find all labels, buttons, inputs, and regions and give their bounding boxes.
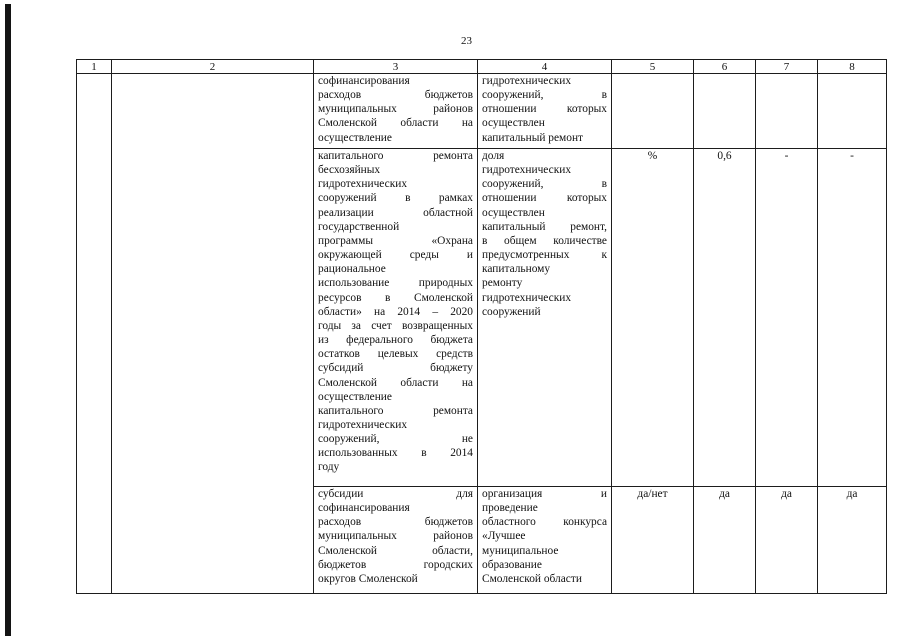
col5-cell: %	[612, 149, 694, 487]
cell-text-line: Смоленской области на	[318, 117, 473, 130]
cell-text-line: округов Смоленской	[318, 572, 418, 585]
cell-text-line: в общем количестве	[482, 234, 607, 247]
cell-text-line: использование природных	[318, 277, 473, 290]
col8-cell: да	[818, 487, 887, 594]
header-cell: 3	[314, 60, 478, 74]
cell-text-line: образование	[482, 558, 542, 571]
header-cell: 8	[818, 60, 887, 74]
cell-text-line: расходов бюджетов	[318, 516, 473, 529]
col5-cell: да/нет	[612, 487, 694, 594]
cell-text-line: сооружений, в	[482, 178, 607, 191]
col3-cell	[314, 487, 478, 594]
cell-text-line: софинансирования	[318, 75, 410, 87]
cell-text-line: государственной	[318, 220, 400, 233]
cell-text-line: реализации областной	[318, 206, 473, 219]
cell-text-line: осуществление	[318, 131, 392, 144]
col6-cell: 0,6	[694, 149, 756, 487]
cell-text-line: софинансирования	[318, 502, 410, 515]
cell-text-line: сооружений	[482, 305, 541, 318]
cell-text-line: сооружений, не	[318, 433, 473, 446]
cell-text-line: Смоленской области	[482, 572, 582, 585]
data-table	[76, 59, 887, 594]
cell-text-line: расходов бюджетов	[318, 89, 473, 102]
cell-text-line: «Лучшее	[482, 530, 526, 543]
header-cell: 6	[694, 60, 756, 74]
col3-cell	[314, 149, 478, 487]
col2-cell	[112, 74, 314, 594]
cell-text-line: году	[318, 461, 340, 474]
col8-cell	[818, 74, 887, 149]
cell-text-line: осуществлен	[482, 206, 545, 219]
cell-text-line: гидротехнических	[482, 164, 572, 177]
cell-text-line: капитальному	[482, 263, 551, 276]
col7-cell	[756, 74, 818, 149]
cell-text-line: областного конкурса	[482, 516, 607, 529]
col4-cell	[478, 487, 612, 594]
cell-text-line: гидротехнических	[318, 418, 408, 431]
header-cell: 5	[612, 60, 694, 74]
col7-cell: -	[756, 149, 818, 487]
cell-text-line: осуществление	[318, 390, 392, 403]
cell-text-line: сооружений в рамках	[318, 192, 473, 205]
cell-text-line: капитального ремонта	[318, 150, 473, 162]
cell-text-line: гидротехнических	[482, 291, 572, 304]
cell-text-line: доля	[482, 150, 505, 162]
cell-text-line: рациональное	[318, 263, 386, 276]
header-cell: 4	[478, 60, 612, 74]
scan-edge-bar	[5, 4, 11, 636]
cell-text-line: муниципальных районов	[318, 530, 473, 543]
col8-cell: -	[818, 149, 887, 487]
cell-text-line: субсидий бюджету	[318, 362, 473, 375]
header-cell: 2	[112, 60, 314, 74]
cell-text-line: гидротехнических	[482, 75, 572, 87]
cell-text-line: организация и	[482, 488, 607, 500]
cell-text-line: ремонту	[482, 277, 523, 290]
cell-text-line: муниципальное	[482, 544, 559, 557]
page-number: 23	[461, 35, 472, 47]
cell-text-line: области» на 2014 – 2020	[318, 305, 473, 318]
header-cell: 7	[756, 60, 818, 74]
col3-cell	[314, 74, 478, 149]
col6-cell: да	[694, 487, 756, 594]
col4-cell	[478, 74, 612, 149]
cell-text-line: использованных в 2014	[318, 447, 473, 460]
cell-text-line: отношении которых	[482, 192, 607, 205]
cell-text-line: бесхозяйных	[318, 164, 381, 177]
cell-text-line: годы за счет возвращенных	[318, 319, 473, 332]
cell-text-line: осуществлен	[482, 117, 545, 130]
col5-cell	[612, 74, 694, 149]
cell-text-line: из федерального бюджета	[318, 334, 473, 347]
cell-text-line: сооружений, в	[482, 89, 607, 102]
cell-text-line: гидротехнических	[318, 178, 408, 191]
cell-text-line: субсидии для	[318, 488, 473, 500]
col1-cell	[77, 74, 112, 594]
cell-text-line: муниципальных районов	[318, 103, 473, 116]
table-row	[77, 74, 887, 149]
cell-text-line: капитальный ремонт	[482, 131, 584, 144]
cell-text-line: программы «Охрана	[318, 234, 473, 247]
cell-text-line: Смоленской области,	[318, 544, 473, 557]
header-row	[77, 60, 887, 74]
cell-text-line: Смоленской области на	[318, 376, 473, 389]
cell-text-line: предусмотренных к	[482, 249, 607, 262]
cell-text-line: капитального ремонта	[318, 404, 473, 417]
header-cell: 1	[77, 60, 112, 74]
cell-text-line: бюджетов городских	[318, 558, 473, 571]
cell-text-line: ресурсов в Смоленской	[318, 291, 473, 304]
cell-text-line: капитальный ремонт,	[482, 220, 607, 233]
cell-text-line: проведение	[482, 502, 538, 515]
cell-text-line: остатков целевых средств	[318, 348, 473, 361]
cell-text-line: окружающей среды и	[318, 249, 473, 262]
col6-cell	[694, 74, 756, 149]
col4-cell	[478, 149, 612, 487]
col7-cell: да	[756, 487, 818, 594]
cell-text-line: отношении которых	[482, 103, 607, 116]
